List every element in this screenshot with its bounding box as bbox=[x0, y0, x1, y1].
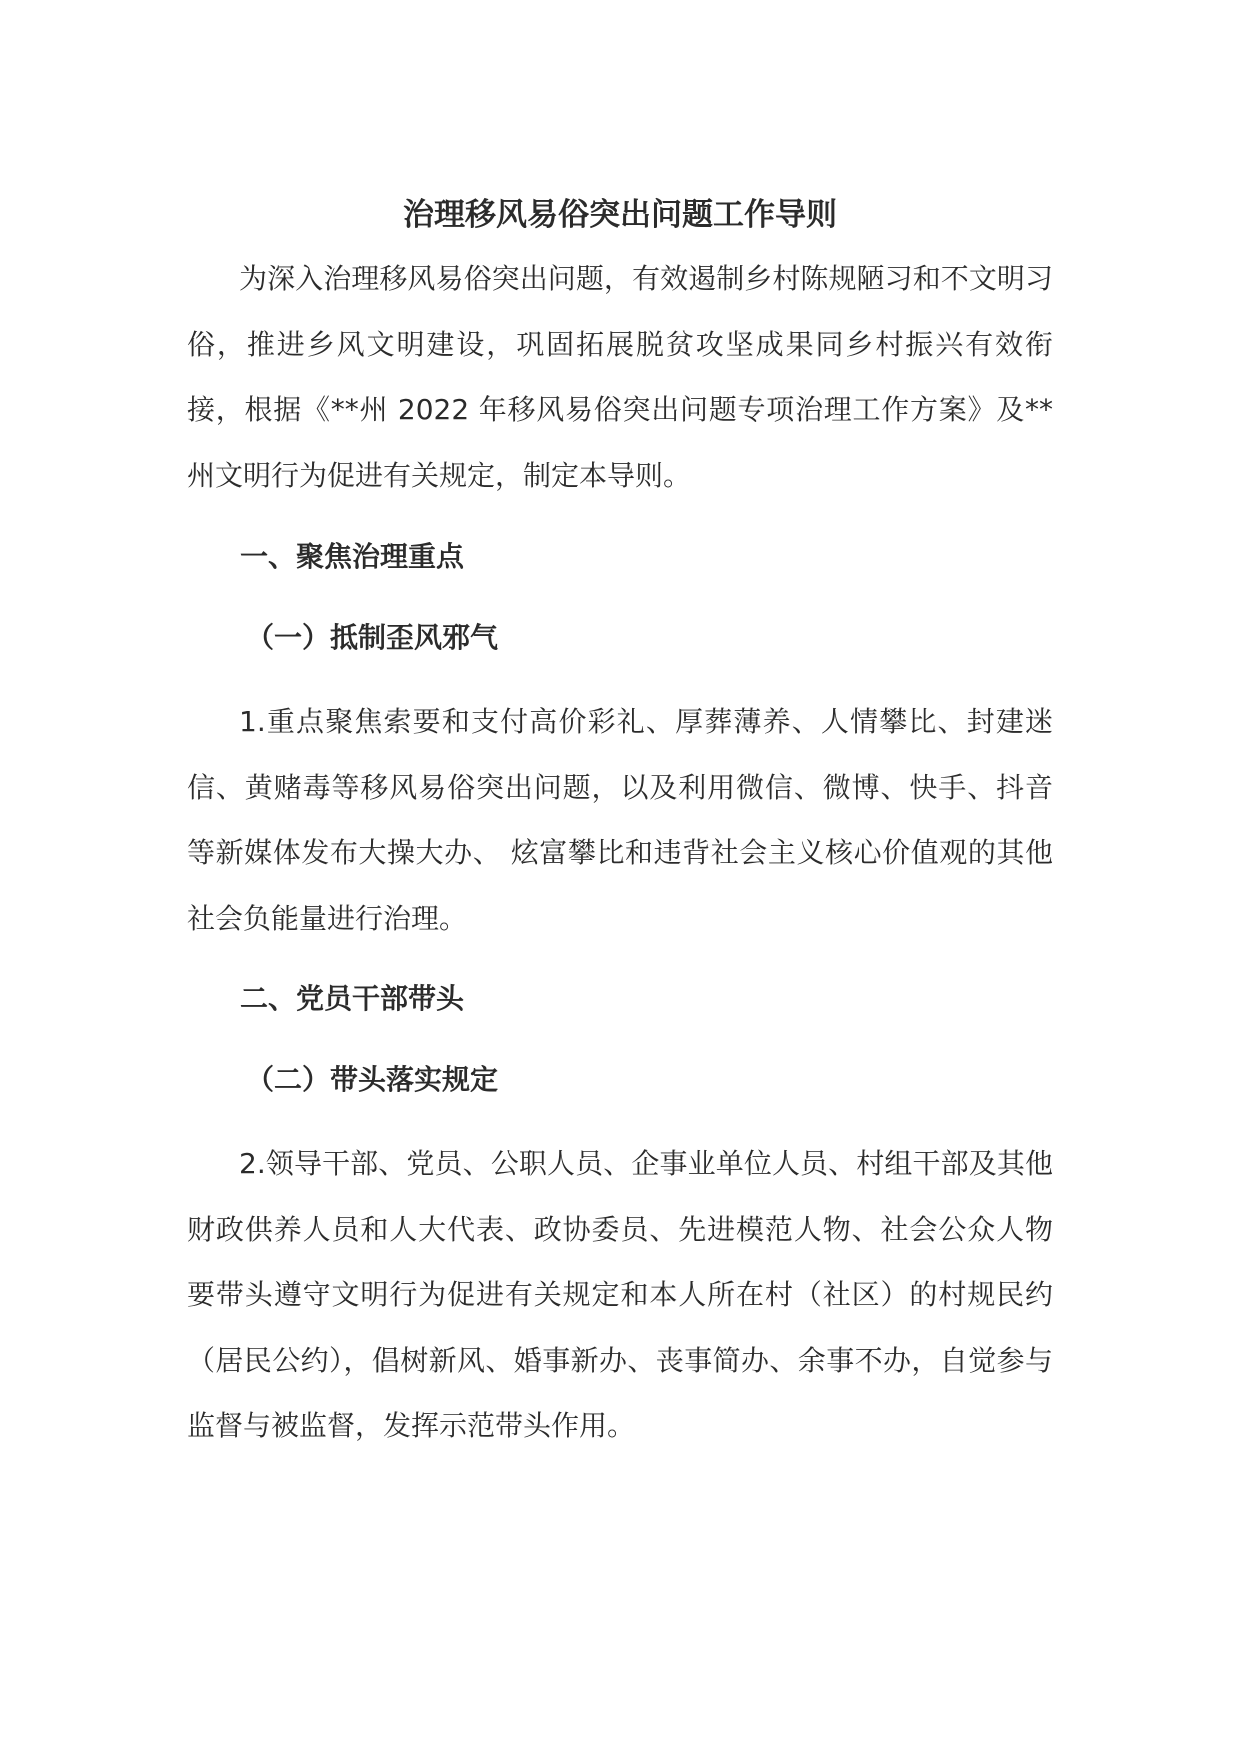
section-paragraph-2: 2.领导干部、党员、公职人员、企事业单位人员、村组干部及其他财政供养人员和人大代表、政协委员、先进模范人物、社会公众人物要带头遵守文明行为促进有关规定和本人所在村（社区）的村规民约（居民公约），倡树新风、婚事新办、丧事简办、余事不办，自觉参与监督与被监督，发挥示范带头作用。 bbox=[187, 1147, 1053, 1442]
section-paragraph-1: 1.重点聚焦索要和支付高价彩礼、厚葬薄养、人情攀比、封建迷信、黄赌毒等移风易俗突出问题，以及利用微信、微博、快手、抖音等新媒体发布大操大办、 炫富攀比和违背社会主义核心价值观的其他社会负能量进行治理。 bbox=[187, 705, 1053, 935]
intro-paragraph: 为深入治理移风易俗突出问题，有效遏制乡村陈规陋习和不文明习俗，推进乡风文明建设，巩固拓展脱贫攻坚成果同乡村振兴有效衔接，根据《**州 2022 年移风易俗突出问题专项治理工作方案》及**州文明行为促进有关规定，制定本导则。 bbox=[187, 262, 1053, 492]
section-subheading-1: （一）抵制歪风邪气 bbox=[246, 621, 499, 654]
document-title: 治理移风易俗突出问题工作导则 bbox=[403, 196, 837, 233]
section-subheading-2: （二）带头落实规定 bbox=[246, 1063, 499, 1096]
section-heading-2: 二、党员干部带头 bbox=[240, 982, 465, 1015]
section-heading-1: 一、聚焦治理重点 bbox=[240, 540, 465, 573]
